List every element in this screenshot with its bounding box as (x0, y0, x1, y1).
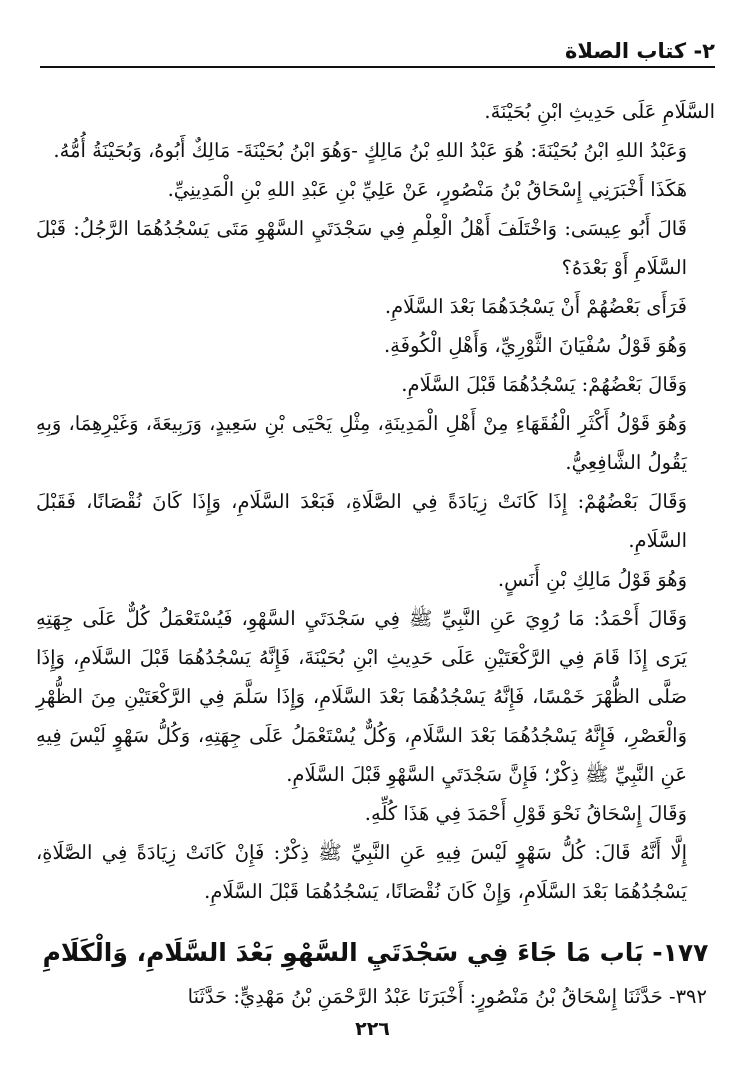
page-body (36, 92, 715, 1016)
hadith-opening: ٣٩٢- حَدَّثَنَا إِسْحَاقُ بْنُ مَنْصُورٍ: أَخْبَرَنَا عَبْدُ الرَّحْمَنِ بْنُ مَهْدِيٍّ: حَدَّثَنَا (187, 985, 707, 1008)
text-paragraph: وَقَالَ بَعْضُهُمْ: يَسْجُدُهُمَا قَبْلَ السَّلَامِ. (401, 373, 687, 396)
text-paragraph: وَهُوَ قَوْلُ سُفْيَانَ الثَّوْرِيِّ، وَأَهْلِ الْكُوفَةِ. (383, 334, 687, 357)
text-paragraph: وَقَالَ أَحْمَدُ: مَا رُوِيَ عَنِ النَّبِيِّ ﷺ فِي سَجْدَتَيِ السَّهْوِ، فَيُسْتَعْمَلُ كُلٌّ عَلَى جِهَتِهِ يَرَى إِذَا قَامَ فِي الرَّكْعَتَيْنِ عَلَى حَدِيثِ ابْنِ بُحَيْنَةَ، فَإِنَّهُ يَسْجُدُهُمَا قَبْلَ السَّلَامِ، وَإِذَا صَلَّى الظُّهْرَ خَمْسًا، فَإِنَّهُ يَسْجُدُهُمَا بَعْدَ السَّلَامِ، وَإِذَا سَلَّمَ فِي الرَّكْعَتَيْنِ مِنَ الظُّهْرِ وَالْعَصْرِ، فَإِنَّهُ يَسْجُدُهُمَا بَعْدَ السَّلَامِ، وَكُلٌّ يُسْتَعْمَلُ عَلَى جِهَتِهِ، وَكُلُّ سَهْوٍ لَيْسَ فِيهِ عَنِ النَّبِيِّ ﷺ ذِكْرٌ؛ فَإِنَّ سَجْدَتَيِ السَّهْوِ قَبْلَ السَّلَامِ. (36, 607, 687, 786)
running-header-title: ٢- كتاب الصلاة (564, 39, 715, 63)
text-paragraph: قَالَ أَبُو عِيسَى: وَاخْتَلَفَ أَهْلُ الْعِلْمِ فِي سَجْدَتَيِ السَّهْوِ مَتَى يَسْجُدُهُمَا الرَّجُلُ: قَبْلَ السَّلَامِ أَوْ بَعْدَهُ؟ (36, 217, 687, 279)
text-paragraph: إِلَّا أَنَّهُ قَالَ: كُلُّ سَهْوٍ لَيْسَ فِيهِ عَنِ النَّبِيِّ ﷺ ذِكْرٌ: فَإِنْ كَانَتْ زِيَادَةً فِي الصَّلَاةِ، يَسْجُدُهُمَا بَعْدَ السَّلَامِ، وَإِنْ كَانَ نُقْصَانًا، يَسْجُدُهُمَا قَبْلَ السَّلَامِ. (36, 841, 687, 903)
text-paragraph: وَهُوَ قَوْلُ أَكْثَرِ الْفُقَهَاءِ مِنْ أَهْلِ الْمَدِينَةِ، مِثْلِ يَحْيَى بْنِ سَعِيدٍ، وَرَبِيعَةَ، وَغَيْرِهِمَا، وَبِهِ يَقُولُ الشَّافِعِيُّ. (36, 412, 687, 474)
text-paragraph: السَّلَامِ عَلَى حَدِيثِ ابْنِ بُحَيْنَةَ. (484, 100, 715, 123)
text-paragraph: وَعَبْدُ اللهِ ابْنُ بُحَيْنَةَ: هُوَ عَبْدُ اللهِ بْنُ مَالِكٍ -وَهُوَ ابْنُ بُحَيْنَةَ- مَالِكٌ أَبُوهُ، وَبُحَيْنَةُ أُمُّهُ. (53, 139, 687, 162)
text-paragraph: وَقَالَ إِسْحَاقُ نَحْوَ قَوْلِ أَحْمَدَ فِي هَذَا كُلِّهِ. (364, 802, 687, 825)
running-header (40, 36, 715, 68)
chapter-heading: ١٧٧- بَاب مَا جَاءَ فِي سَجْدَتَيِ السَّهْوِ بَعْدَ السَّلَامِ، وَالْكَلَامِ (42, 938, 709, 967)
text-paragraph: فَرَأَى بَعْضُهُمْ أَنْ يَسْجُدَهُمَا بَعْدَ السَّلَامِ. (384, 295, 687, 318)
text-paragraph: وَقَالَ بَعْضُهُمْ: إِذَا كَانَتْ زِيَادَةً فِي الصَّلَاةِ، فَبَعْدَ السَّلَامِ، وَإِذَا كَانَ نُقْصَانًا، فَقَبْلَ السَّلَامِ. (36, 490, 687, 552)
text-paragraph: هَكَذَا أَخْبَرَنِي إِسْحَاقُ بْنُ مَنْصُورٍ، عَنْ عَلِيِّ بْنِ عَبْدِ اللهِ بْنِ الْمَدِينِيِّ. (167, 178, 687, 201)
page-number: ٢٢٦ (355, 1018, 390, 1040)
text-paragraph: وَهُوَ قَوْلُ مَالِكِ بْنِ أَنَسٍ. (497, 568, 687, 591)
